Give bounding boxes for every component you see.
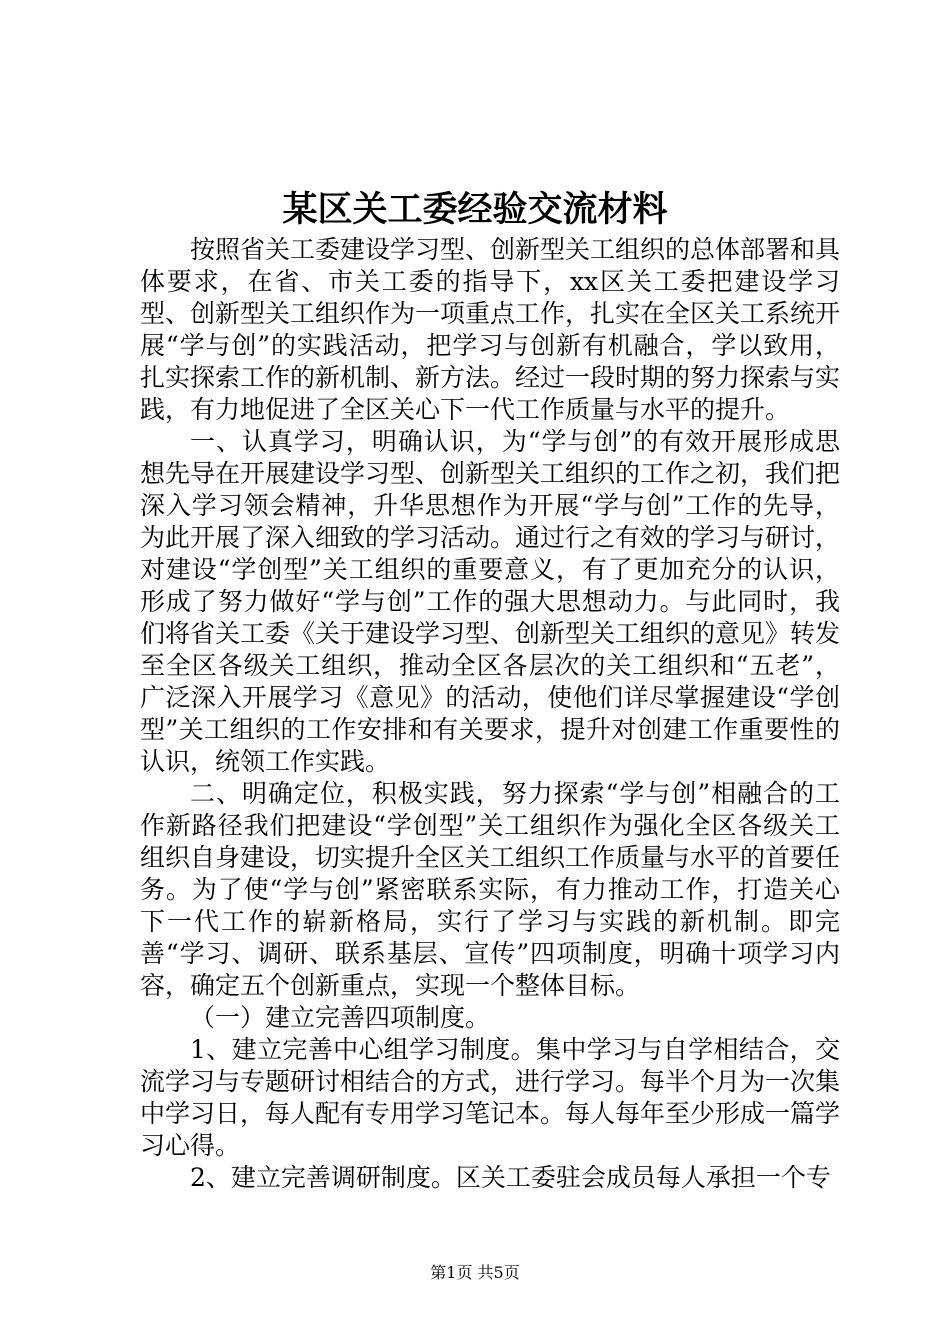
paragraph-intro: 按照省关工委建设学习型、创新型关工组织的总体部署和具体要求，在省、市关工委的指导下，xx区关工委把建设学习型、创新型关工组织作为一项重点工作，扎实在全区关工系统开展“学与创”的实践活动，把学习与创新有机融合，学以致用，扎实探索工作的新机制、新方法。经过一段时期的努力探索与实践，有力地促进了全区关心下一代工作质量与水平的提升。 (140, 235, 841, 424)
document-body (140, 234, 840, 1194)
paragraph-section-one: 一、认真学习，明确认识，为“学与创”的有效开展形成思想先导在开展建设学习型、创新型关工组织的工作之初，我们把深入学习领会精神，升华思想作为开展“学与创”工作的先导，为此开展了深入细致的学习活动。通过行之有效的学习与研讨，对建设“学创型”关工组织的重要意义，有了更加充分的认识，形成了努力做好“学与创”工作的强大思想动力。与此同时，我们将省关工委《关于建设学习型、创新型关工组织的意见》转发至全区各级关工组织，推动全区各层次的关工组织和“五老”，广泛深入开展学习《意见》的活动，使他们详尽掌握建设“学创型”关工组织的工作安排和有关要求，提升对创建工作重要性的认识，统领工作实践。 (140, 427, 841, 776)
document-title: 某区关工委经验交流材料 (282, 189, 668, 230)
page-footer: 第1页 共5页 (430, 1263, 520, 1282)
paragraph-section-two: 二、明确定位，积极实践，努力探索“学与创”相融合的工作新路径我们把建设“学创型”关工组织作为强化全区各级关工组织自身建设，切实提升全区关工组织工作质量与水平的首要任务。为了使“学与创”紧密联系实际，有力推动工作，打造关心下一代工作的崭新格局，实行了学习与实践的新机制。即完善“学习、调研、联系基层、宣传”四项制度，明确十项学习内容，确定五个创新重点，实现一个整体目标。 (140, 779, 841, 1000)
paragraph-item-2: 2、建立完善调研制度。区关工委驻会成员每人承担一个专 (190, 1163, 831, 1192)
paragraph-item-1: 1、建立完善中心组学习制度。集中学习与自学相结合，交流学习与专题研讨相结合的方式，进行学习。每半个月为一次集中学习日，每人配有专用学习笔记本。每人每年至少形成一篇学习心得。 (140, 1035, 841, 1160)
paragraph-subsection-heading: （一）建立完善四项制度。 (190, 1003, 491, 1032)
